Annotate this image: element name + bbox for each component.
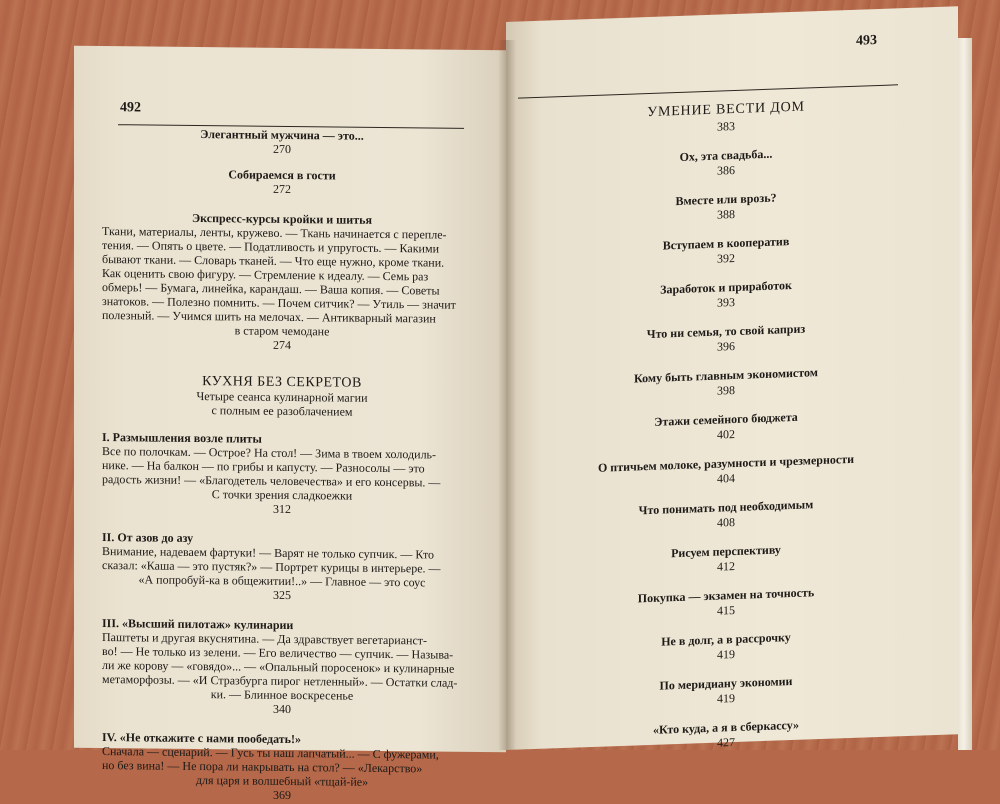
toc-entry-title: Кому быть главным экономистом: [634, 365, 818, 386]
toc-text-line: в старом чемодане: [234, 323, 330, 339]
toc-entry-title: Что понимать под необходимым: [638, 497, 814, 518]
toc-entry-page: 396: [717, 339, 735, 354]
toc-entry-title: Вступаем в кооператив: [662, 234, 790, 253]
toc-entry-page: 427: [717, 735, 735, 750]
toc-entry-title: «Кто куда, а я в сберкассу»: [652, 717, 799, 737]
section-title: II. От азов до азу: [102, 530, 194, 545]
toc-text-line: полезный. — Учимся шить на мелочах. — Антикварный магазин: [102, 308, 436, 326]
toc-text-line: «А попробуй-ка в общежитии!..» — Главное — это соус: [138, 572, 426, 590]
book-gutter: [498, 40, 516, 750]
toc-entry-title: По меридиану экономии: [659, 673, 793, 693]
toc-text-line: бывают ткани. — Словарь тканей. — Что еще нужно, кроме ткани.: [102, 252, 445, 270]
toc-entry-page: 325: [273, 587, 291, 603]
toc-text-line: Как оценить свою фигуру. — Стремление к идеалу. — Семь раз: [102, 266, 429, 284]
toc-entry-page: 412: [717, 559, 735, 574]
toc-entry-title: Этажи семейного бюджета: [654, 409, 798, 429]
part-subtitle: с полным ее разоблачением: [211, 403, 353, 419]
toc-entry-page: 393: [717, 295, 735, 310]
toc-entry-page: 340: [273, 701, 291, 717]
part-title: УМЕНИЕ ВЕСТИ ДОМ: [647, 99, 805, 121]
toc-entry-title: Покупка — экзамен на точность: [637, 585, 815, 606]
left-toc: [102, 126, 462, 804]
toc-entry-title: Элегантный мужчина — это...: [200, 127, 364, 143]
section-title: IV. «Не откажите с нами пообедать!»: [102, 730, 302, 747]
toc-entry-page: 272: [273, 181, 291, 197]
toc-entry-page: 274: [273, 337, 291, 353]
toc-entry-title: Заработок и приработок: [660, 278, 792, 297]
page-number: 492: [120, 100, 141, 116]
toc-text-line: Сначала — сценарий. — Гусь ты наш лапчатый... — С фужерами,: [102, 744, 439, 762]
toc-text-line: метаморфозы. — «И Стразбурга пирог нетленный». — Остатки слад-: [102, 672, 458, 690]
toc-entry-title: Вместе или врозь?: [675, 190, 777, 209]
toc-text-line: сказал: «Каша — это пустяк?» — Портрет курицы в интерьере. —: [102, 558, 441, 576]
toc-text-line: Паштеты и другая вкуснятина. — Да здравствует вегетарианст-: [102, 630, 428, 648]
toc-entry-page: 402: [717, 427, 735, 442]
toc-entry-title: Что ни семья, то свой каприз: [646, 321, 806, 342]
toc-text-line: тения. — Опять о цвете. — Податливость и упругость. — Какими: [102, 238, 439, 256]
toc-entry-title: Ох, эта свадьба...: [679, 146, 773, 164]
toc-text-line: знатоков. — Полезно помнить. — Почем ситчик? — Утиль — значит: [102, 294, 456, 312]
toc-text-line: нике. — На балкон — по грибы и капусту. — Разносолы — это: [102, 458, 425, 476]
toc-entry-title: Собираемся в гости: [228, 167, 336, 183]
toc-text-line: С точки зрения сладкоежки: [211, 487, 353, 503]
toc-entry-page: 398: [717, 383, 735, 398]
part-subtitle: Четыре сеанса кулинарной магии: [196, 389, 368, 405]
toc-entry-page: 386: [717, 163, 735, 178]
toc-entry-page: 392: [717, 251, 735, 266]
header-rule: [518, 84, 898, 98]
toc-text-line: во! — Не только из зелени. — Его величество — супчик. — Называ-: [102, 644, 454, 662]
page-number: 493: [856, 33, 877, 49]
section-title: III. «Высший пилотаж» кулинарии: [102, 616, 294, 633]
toc-entry-page: 419: [717, 647, 735, 662]
toc-entry-page: 312: [273, 501, 291, 517]
toc-entry-page: 415: [717, 603, 735, 618]
toc-entry-page: 404: [717, 471, 735, 486]
toc-entry-title: Рисуем перспективу: [671, 542, 781, 561]
toc-entry-page: 388: [717, 207, 735, 222]
toc-entry-title: О птичьем молоке, разумности и чрезмерности: [597, 451, 855, 475]
left-page: [74, 46, 506, 803]
toc-entry-page: 270: [273, 141, 291, 157]
toc-text-line: ки. — Блинное воскресенье: [210, 687, 354, 703]
toc-text-line: для царя и волшебный «тщай-йе»: [195, 773, 369, 789]
toc-text-line: обмерь! — Бумага, линейка, карандаш. — Ваша копия. — Советы: [102, 280, 440, 298]
toc-text-line: но без вина! — Не пора ли накрывать на стол? — «Лекарство»: [102, 758, 423, 776]
part-title: КУХНЯ БЕЗ СЕКРЕТОВ: [202, 374, 362, 391]
toc-text-line: Внимание, надеваем фартуки! — Варят не только супчик. — Кто: [102, 544, 435, 562]
toc-entry-page: 383: [717, 119, 735, 134]
toc-text-line: Ткани, материалы, ленты, кружево. — Ткань начинается с перепле-: [102, 224, 447, 242]
toc-entry-title: Не в долг, а в рассрочку: [661, 630, 791, 649]
express-title: Экспресс-курсы кройки и шитья: [192, 210, 372, 227]
section-title: I. Размышления возле плиты: [102, 430, 262, 446]
toc-entry-page: 369: [273, 787, 291, 803]
toc-text-line: Все по полочкам. — Острое? На стол! — Зима в твоем холодиль-: [102, 444, 437, 462]
right-page: [506, 6, 958, 750]
toc-entry-page: 408: [717, 515, 735, 530]
toc-entry-page: 419: [717, 691, 735, 706]
toc-text-line: радость жизни! — «Благодетель человечества» и его консервы. —: [102, 472, 441, 490]
right-toc: [546, 96, 906, 757]
page-edges: [958, 38, 972, 750]
toc-text-line: ли же корову — «говядо»... — «Опальный поросенок» и кулинарные: [102, 658, 455, 676]
